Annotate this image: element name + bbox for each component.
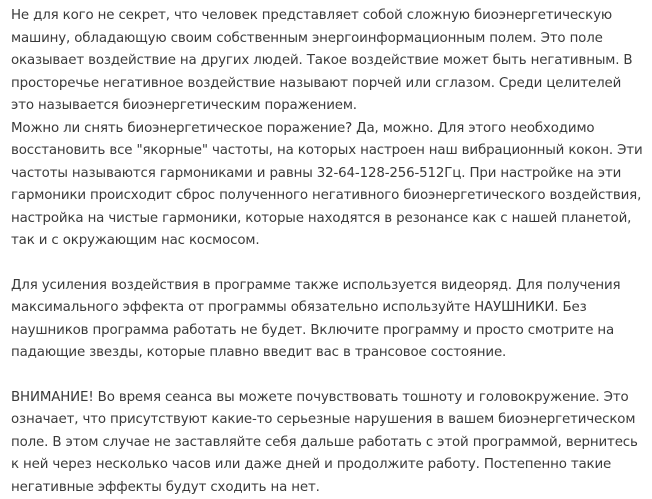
paragraph-spacer	[11, 365, 644, 387]
paragraph-warning: ВНИМАНИЕ! Во время сеанса вы можете почувствовать тошноту и головокружение. Это означает, что присутствуют какие-то серьезные нарушения в вашем биоэнергетическом поле. В этом случае не заставляйте себя дальше работать с этой программой, вернитесь к ней через несколько часов или даже дней и продолжите работу. Постепенно такие негативные эффекты будут сходить на нет.	[11, 387, 644, 499]
paragraph-intro: Не для кого не секрет, что человек представляет собой сложную биоэнергетическую машину, обладающую своим собственным энергоинформационным полем. Это поле оказывает воздействие на других людей. Такое воздействие может быть негативным. В просторечье негативное воздействие называют порчей или сглазом. Среди целителей это называется биоэнергетическим поражением.	[11, 5, 644, 118]
paragraph-video: Для усиления воздействия в программе также используется видеоряд. Для получения максимального эффекта от программы обязательно используйте НАУШНИКИ. Без наушников программа работать не будет. Включите программу и просто смотрите на падающие звезды, которые плавно введит вас в трансовое состояние.	[11, 275, 644, 365]
paragraph-harmonics: Можно ли снять биоэнергетическое поражение? Да, можно. Для этого необходимо восстановить все "якорные" частоты, на которых настроен наш вибрационный кокон. Эти частоты называются гармониками и равны 32-64-128-256-512Гц. При настройке на эти гармоники происходит сброс полученного негативного биоэнергетического воздействия, настройка на чистые гармоники, которые находятся в резонансе как с нашей планетой, так и с окружающим нас космосом.	[11, 118, 644, 253]
paragraph-spacer	[11, 253, 644, 275]
